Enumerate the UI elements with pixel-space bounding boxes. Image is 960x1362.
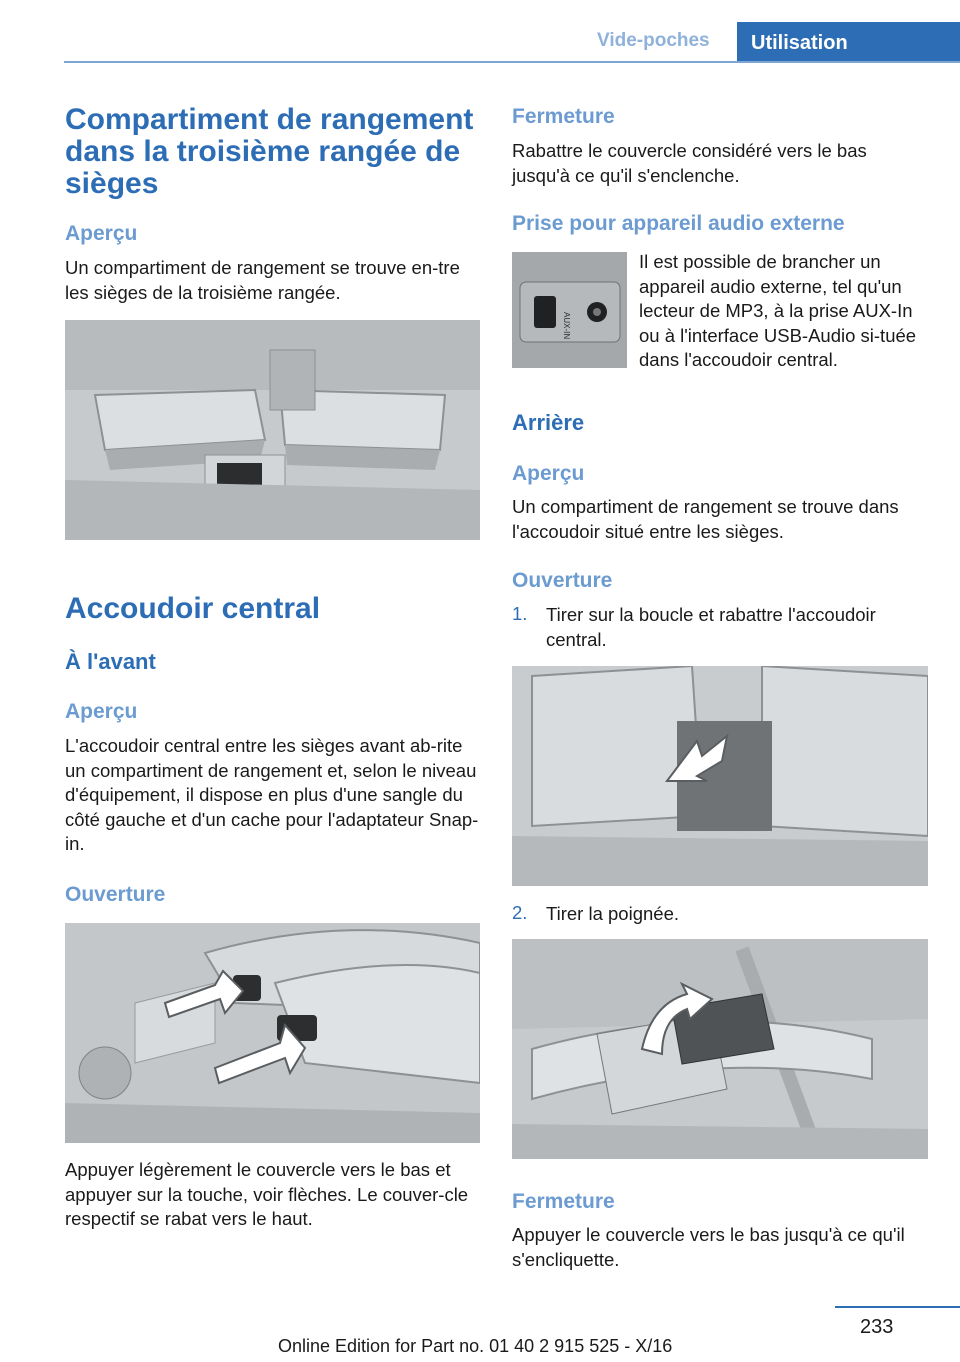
text-apercu-avant: L'accoudoir central entre les sièges avant ab‐rite un compartiment de rangement et, selon le niveau d'équipement, il dispose en plus d'une sangle du côté gauche et d'un cache pour l'adaptateur Snap-in. [65,735,479,854]
step-2-text: Tirer la poignée. [546,903,679,924]
heading-apercu-third-row: Aperçu [65,222,138,245]
text-prise-audio: Il est possible de brancher un appareil audio externe, tel qu'un lecteur de MP3, à la prise AUX-In ou à l'interface USB-Audio si‐tuée dans l'accoudoir central. [639,251,917,370]
text-fermeture-arriere: Appuyer le couvercle vers le bas jusqu'à ce qu'il s'encliquette. [512,1224,905,1270]
footer-divider [835,1306,960,1308]
section-title-third-row: Compartiment de rangement dans la troisième rangée de sièges [65,103,474,200]
heading-apercu-avant: Aperçu [65,700,138,723]
text-ouverture-avant: Appuyer légèrement le couvercle vers le bas et appuyer sur la touche, voir flèches. Le couver‐cle respectif se rabat vers le haut. [65,1159,469,1229]
image-third-row-storage [65,320,480,540]
step-1-text: Tirer sur la boucle et rabattre l'accoudoir central. [546,604,876,650]
heading-arriere: Arrière [512,410,585,435]
heading-ouverture-arriere: Ouverture [512,569,613,592]
step-1-number: 1. [512,603,528,624]
header-divider [64,61,960,63]
heading-prise-audio: Prise pour appareil audio externe [512,212,845,235]
heading-fermeture-avant: Fermeture [512,105,615,128]
edition-footer: Online Edition for Part no. 01 40 2 915 525 - X/16 [278,1336,673,1356]
heading-ouverture-avant: Ouverture [65,883,166,906]
image-front-armrest [65,923,480,1143]
text-apercu-arriere: Un compartiment de rangement se trouve dans l'accoudoir situé entre les sièges. [512,496,899,542]
image-aux-usb-ports [512,252,627,368]
aux-in-label: AUX-IN [562,312,571,340]
heading-fermeture-arriere: Fermeture [512,1190,615,1213]
header-chapter-tab: Utilisation [737,22,960,62]
header-section-title: Vide-poches [597,30,710,51]
step-2-number: 2. [512,902,528,923]
text-fermeture-avant: Rabattre le couvercle considéré vers le bas jusqu'à ce qu'il s'enclenche. [512,140,867,186]
image-rear-armrest-fold [512,666,928,886]
heading-apercu-arriere: Aperçu [512,462,585,485]
section-title-accoudoir: Accoudoir central [65,592,321,625]
text-apercu-third-row: Un compartiment de rangement se trouve en‐tre les sièges de la troisième rangée. [65,257,460,303]
heading-avant: À l'avant [65,649,156,674]
page-number: 233 [860,1316,894,1338]
image-rear-armrest-handle [512,939,928,1159]
